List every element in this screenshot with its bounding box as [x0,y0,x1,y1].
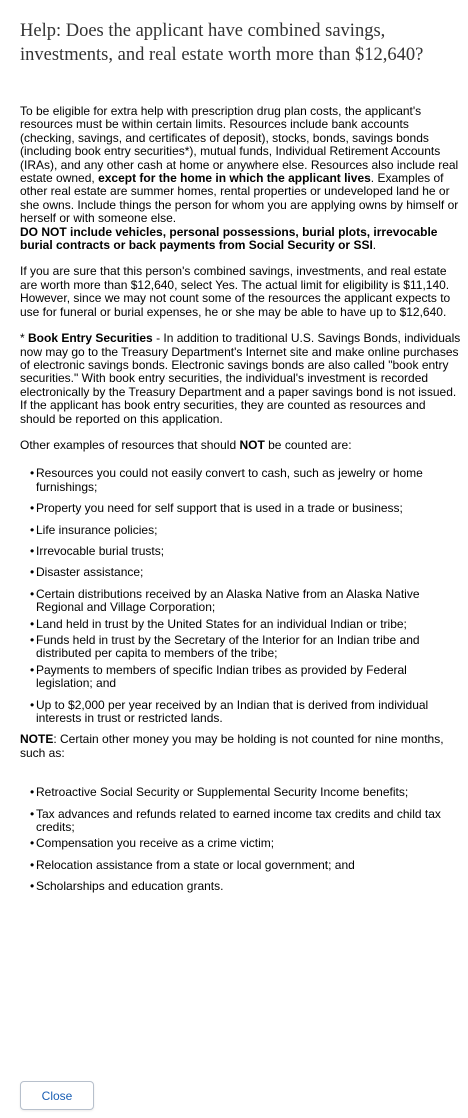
text: : Certain other money you may be holding is not counted for nine months, such as: [20,732,444,760]
list-item: • Tax advances and refunds related to earned income tax credits and child tax credits; [20,808,466,835]
list-item: • Relocation assistance from a state or local government; and [20,859,466,872]
not-counted-list [20,467,462,725]
help-panel [20,19,462,902]
resources-paragraph [20,105,462,252]
bold-text: NOT [239,437,265,452]
list-item: • Land held in trust by the United States for an individual Indian or tribe; [20,618,466,631]
list-item: • Certain distributions received by an Alaska Native from an Alaska Native Regional and Village Corporation; [20,588,466,615]
bold-text: Book Entry Securities [28,331,153,346]
bold-text: DO NOT include vehicles, personal possessions, burial plots, irrevocable burial contracts or back payments from Social Security or SSI [20,224,438,253]
list-item: • Up to $2,000 per year received by an Indian that is derived from individual interests in trust or restricted lands. [20,699,466,726]
note-paragraph [20,733,462,760]
list-item: • Funds held in trust by the Secretary of the Interior for an Indian tribe and distributed per capita to members of the tribe; [20,634,466,661]
bold-text: NOTE [20,732,54,747]
text: - In addition to traditional U.S. Savings Bonds, individuals now may go to the Treasury Department's Internet site and make online purchases of electronic savings bonds. Electronic savings bonds are also called "book entry securities." With book entry securities, the individual's investment is recorded electronically by the Treasury Department and a paper savings bond is not issued. If the applicant has book entry securities, they are counted as resources and should be reported on this application. [20,331,461,426]
list-item: • Payments to members of specific Indian tribes as provided by Federal legislation; and [20,664,466,691]
list-item: • Life insurance policies; [20,524,466,537]
not-counted-intro [20,439,462,452]
list-item: • Retroactive Social Security or Supplemental Security Income benefits; [20,786,466,799]
text: . Examples of other real estate are summer homes, rental properties or undeveloped land he or she owns. Include things the person for whom you are applying owns by himself or herself or with someone else. [20,171,459,226]
list-item: • Compensation you receive as a crime victim; [20,837,466,850]
text: be counted are: [264,437,352,452]
text: . [372,238,377,253]
text: * [20,331,29,346]
list-item: • Irrevocable burial trusts; [20,545,466,558]
list-item: • Scholarships and education grants. [20,880,466,893]
limit-paragraph: If you are sure that this person's combined savings, investments, and real estate are worth more than $12,640, select Yes. The actual limit for eligibility is $11,140. However, since we may not count some of the resources the applicant expects to use for funeral or burial expenses, he or she may be able to have up to $12,640. [20,264,451,319]
bold-text: except for the home in which the applicant lives [98,171,371,186]
book-entry-paragraph [20,332,462,426]
text: Other examples of resources that should [20,437,240,452]
close-button[interactable]: Close [20,1081,94,1110]
list-item: • Property you need for self support that is used in a trade or business; [20,502,466,515]
text: To be eligible for extra help with prescription drug plan costs, the applicant's resources must be within certain limits. Resources include bank accounts (checking, savings, and certificates of deposit), stocks, bonds, savings bonds (including book entry securities*), mutual funds, Individual Retirement Accounts (IRAs), and any other cash at home or anywhere else. Resources also include real estate owned, [20,104,459,186]
nine-months-list [20,786,462,893]
list-item: • Disaster assistance; [20,566,466,579]
list-item: • Resources you could not easily convert to cash, such as jewelry or home furnishings; [20,467,466,494]
help-title: Help: Does the applicant have combined savings, investments, and real estate worth more than $12,640? [20,21,424,65]
